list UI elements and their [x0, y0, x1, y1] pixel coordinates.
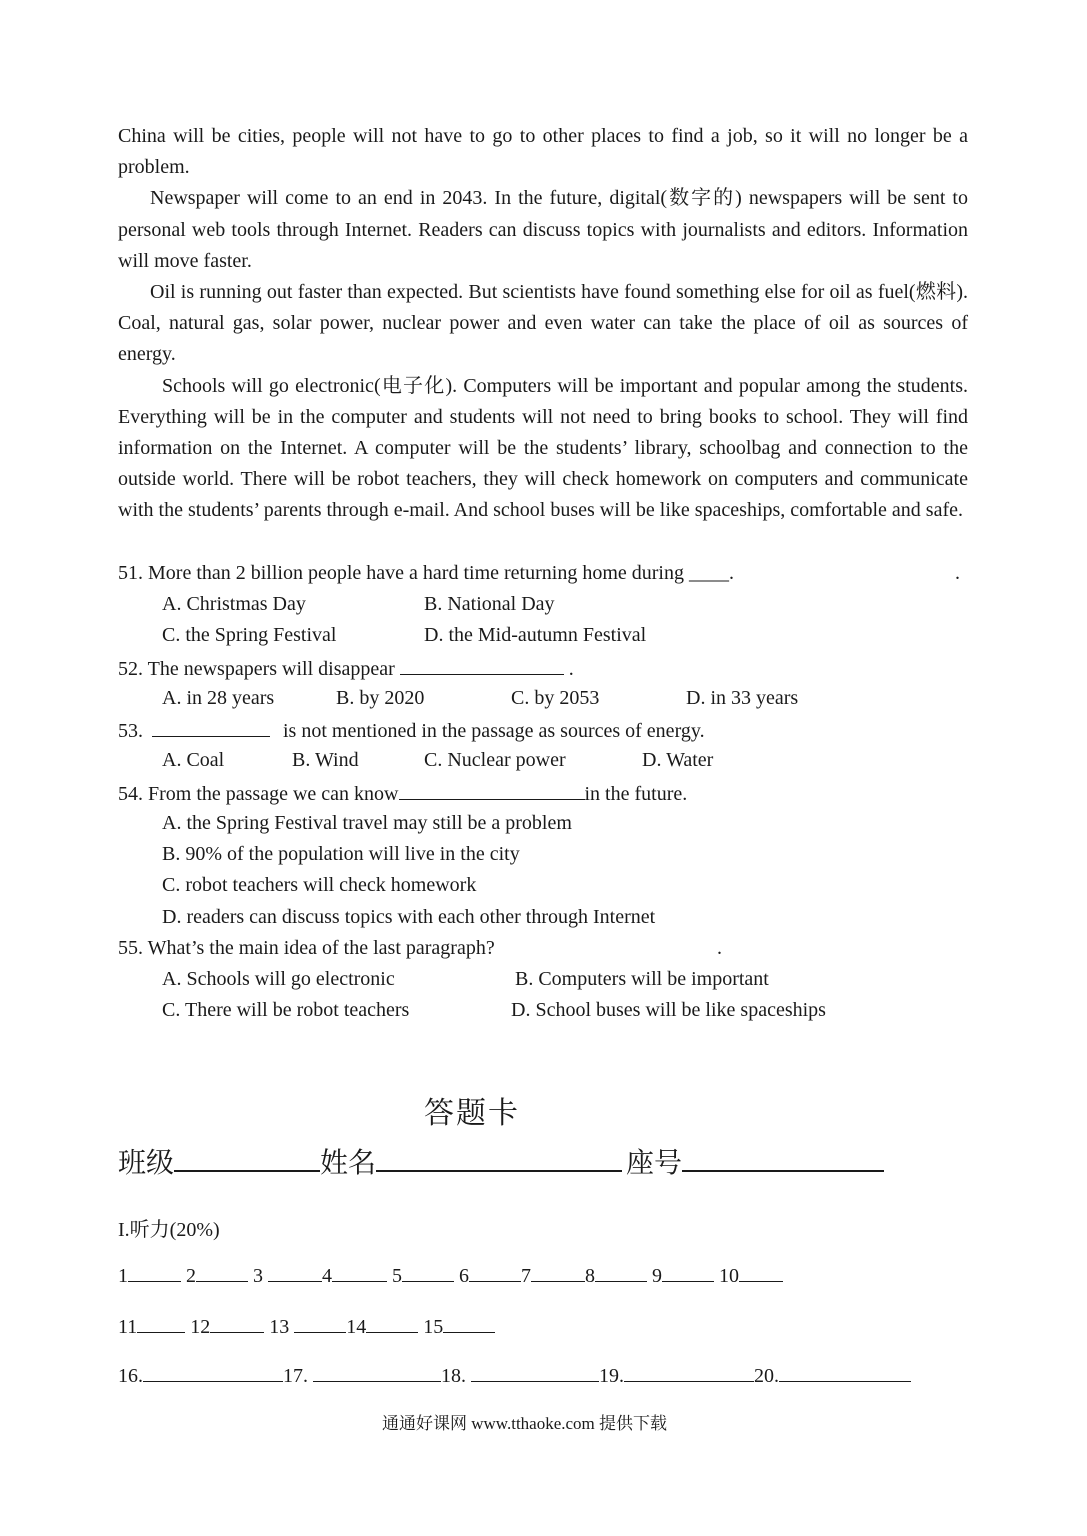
option-a: A. Schools will go electronic	[162, 968, 395, 990]
question-55	[118, 937, 495, 960]
answer-number: 9	[652, 1265, 662, 1287]
option-d: D. Water	[642, 749, 714, 771]
answer-blank[interactable]	[268, 1265, 322, 1282]
answer-blank[interactable]	[595, 1265, 647, 1282]
answer-number: 5	[392, 1265, 402, 1287]
answer-number: 15	[423, 1316, 444, 1338]
answer-number: 1	[118, 1265, 128, 1287]
page-footer: 通通好课网 www.tthaoke.com 提供下载	[382, 1414, 668, 1433]
option-a: A. Coal	[162, 749, 225, 771]
answer-blank[interactable]	[366, 1316, 418, 1333]
option-a: A. the Spring Festival travel may still be a problem	[162, 812, 572, 834]
answer-blank[interactable]	[443, 1316, 495, 1333]
answer-blank[interactable]	[128, 1265, 181, 1282]
option-a: A. Christmas Day	[162, 593, 306, 615]
answer-number: 10	[719, 1265, 739, 1287]
option-d: D. School buses will be like spaceships	[511, 999, 826, 1021]
answer-number: 3	[253, 1265, 263, 1287]
option-b: B. National Day	[424, 593, 555, 615]
answer-number: 13	[269, 1316, 290, 1338]
question-52	[118, 656, 574, 681]
option-d: D. readers can discuss topics with each other through Internet	[162, 906, 656, 928]
answer-number: 2	[186, 1265, 196, 1287]
answer-blank[interactable]	[196, 1265, 248, 1282]
question-stem-end: in the future.	[584, 783, 688, 805]
answer-blank	[152, 718, 270, 737]
option-c: C. by 2053	[511, 687, 600, 709]
passage-paragraph: China will be cities, people will not have to go to other places to find a job, so it will no longer be a problem.	[118, 125, 968, 179]
answer-blank[interactable]	[402, 1265, 454, 1282]
question-tail: .	[717, 937, 722, 959]
answer-number: 4	[322, 1265, 332, 1287]
answer-number: 17.	[283, 1365, 308, 1387]
question-stem: 55. What’s the main idea of the last paragraph?	[118, 937, 495, 959]
passage-paragraph: Newspaper will come to an end in 2043. In the future, digital(数字的) newspapers will be sent to personal web tools through Internet. Readers can discuss topics with journalists and editors. Information will move faster.	[118, 187, 968, 272]
answer-blank[interactable]	[471, 1365, 599, 1382]
name-label: 姓名	[320, 1148, 377, 1179]
option-c: C. There will be robot teachers	[162, 999, 410, 1021]
class-field[interactable]	[174, 1140, 320, 1172]
answer-number: 12	[190, 1316, 211, 1338]
answer-blank	[400, 656, 564, 675]
answer-blank[interactable]	[294, 1316, 346, 1333]
question-number: 53.	[118, 720, 143, 742]
answer-number: 18.	[441, 1365, 466, 1387]
question-stem: 52. The newspapers will disappear	[118, 658, 395, 680]
option-c: C. the Spring Festival	[162, 624, 337, 646]
answer-row-1	[118, 1265, 783, 1288]
answer-number: 8	[585, 1265, 595, 1287]
class-label: 班级	[118, 1148, 175, 1179]
answer-blank[interactable]	[137, 1316, 185, 1333]
student-info-row	[118, 1140, 884, 1181]
answer-blank[interactable]	[143, 1365, 283, 1382]
answer-blank[interactable]	[332, 1265, 387, 1282]
seat-label: 座号	[626, 1148, 683, 1179]
section-heading: I.听力(20%)	[118, 1219, 220, 1241]
question-stem-end: .	[568, 658, 574, 680]
answer-number: 11	[118, 1316, 138, 1338]
answer-blank[interactable]	[469, 1265, 521, 1282]
name-field[interactable]	[376, 1140, 622, 1172]
option-a: A. in 28 years	[162, 687, 275, 709]
answer-blank[interactable]	[662, 1265, 714, 1282]
answer-number: 7	[521, 1265, 531, 1287]
answer-blank[interactable]	[779, 1365, 911, 1382]
answer-blank[interactable]	[210, 1316, 264, 1333]
option-c: C. robot teachers will check homework	[162, 874, 477, 896]
answer-blank[interactable]	[624, 1365, 754, 1382]
answer-number: 20.	[754, 1365, 779, 1387]
answer-number: 14	[346, 1316, 367, 1338]
option-c: C. Nuclear power	[424, 749, 566, 771]
answer-row-3	[118, 1365, 911, 1388]
answer-sheet-title: 答题卡	[424, 1097, 520, 1130]
answer-blank[interactable]	[531, 1265, 585, 1282]
passage-paragraph: Schools will go electronic(电子化). Computers will be important and popular among the students. Everything will be in the computer and students will not need to bring books to school. They will find information on the Internet. A computer will be the students’ library, schoolbag and connection to the outside world. There will be robot teachers, they will check homework on computers and communicate with the students’ parents through e-mail. And school buses will be like spaceships, comfortable and safe.	[118, 374, 968, 522]
option-b: B. 90% of the population will live in the city	[162, 843, 520, 865]
question-53	[118, 718, 705, 743]
answer-blank[interactable]	[739, 1265, 783, 1282]
question-54	[118, 781, 687, 806]
option-b: B. Computers will be important	[515, 968, 769, 990]
answer-number: 19.	[599, 1365, 624, 1387]
answer-blank	[399, 781, 585, 800]
answer-row-2	[118, 1316, 495, 1339]
answer-number: 6	[459, 1265, 469, 1287]
question-stem: 51. More than 2 billion people have a hard time returning home during ____.	[118, 562, 734, 584]
option-d: D. the Mid-autumn Festival	[424, 624, 647, 646]
option-b: B. Wind	[292, 749, 359, 771]
seat-field[interactable]	[682, 1140, 884, 1172]
question-stem: 54. From the passage we can know	[118, 783, 399, 805]
question-51	[118, 562, 734, 585]
option-d: D. in 33 years	[686, 687, 799, 709]
reading-passage	[118, 121, 968, 527]
answer-number: 16.	[118, 1365, 143, 1387]
passage-paragraph: Oil is running out faster than expected. But scientists have found something else for oil as fuel(燃料). Coal, natural gas, solar power, nuclear power and even water can take the place of oil as sources of energy.	[118, 281, 968, 366]
option-b: B. by 2020	[336, 687, 425, 709]
answer-blank[interactable]	[313, 1365, 441, 1382]
question-tail: .	[955, 562, 960, 584]
question-stem: is not mentioned in the passage as sources of energy.	[283, 720, 705, 742]
